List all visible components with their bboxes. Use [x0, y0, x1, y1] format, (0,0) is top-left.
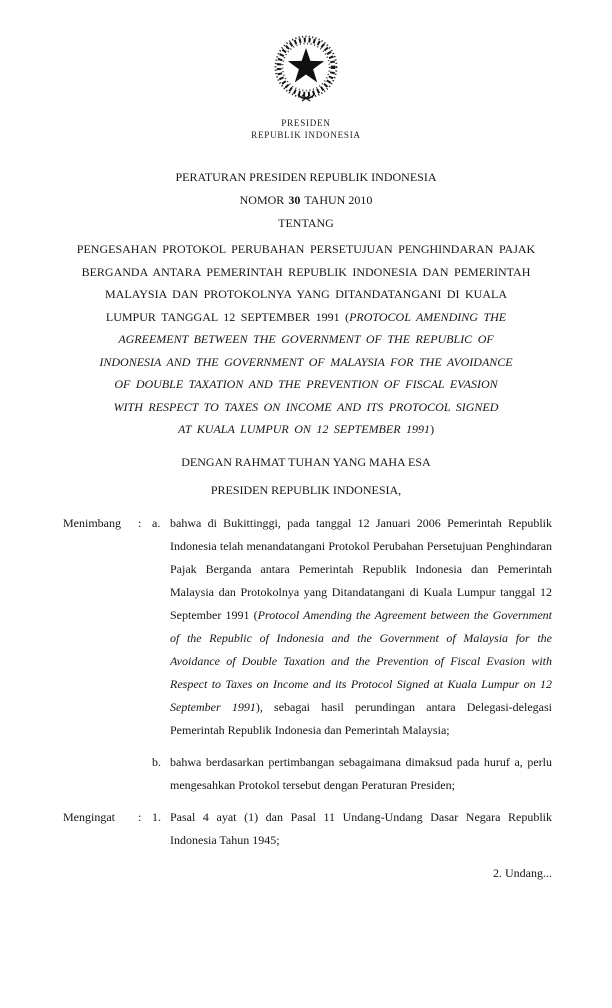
mengingat-colon: :: [138, 809, 142, 824]
nomor-number: 30: [288, 193, 301, 207]
doc-title-line: PENGESAHAN PROTOKOL PERUBAHAN PERSETUJUAN PENGHINDARAN PAJAK: [76, 242, 536, 256]
nomor-prefix: NOMOR: [239, 193, 285, 207]
item-marker-a: a.: [152, 515, 161, 530]
mengingat-label: Mengingat: [63, 809, 115, 824]
doc-title-line: BERGANDA ANTARA PEMERINTAH REPUBLIK INDONESIA DAN PEMERINTAH: [81, 264, 531, 279]
doc-type-line: PERATURAN PRESIDEN REPUBLIK INDONESIA: [175, 170, 437, 184]
item-text-a: bahwa di Bukittinggi, pada tanggal 12 Januari 2006 Pemerintah Republik Indonesia telah menandatangani Protokol Perubahan Persetujuan Penghindaran Pajak Berganda antara Pemerintah Republik Indonesia dan Pemerintah Malaysia dan Protokolnya yang Ditandatangani di Kuala Lumpur tanggal 12 September 1991 (Protocol Amending the Agreement between the Government of the Republic of Indonesia and the Government of Malaysia for the Avoidance of Double Taxation and the Prevention of Fiscal Evasion with Respect to Taxes on Income and its Protocol Signed at Kuala Lumpur on 12 September 1991), sebagai hasil perundingan antara Delegasi-delegasi Pemerintah Republik Indonesia dan Pemerintah Malaysia;: [170, 515, 552, 737]
catchword: 2. Undang...: [493, 865, 552, 880]
item-text-b: bahwa berdasarkan pertimbangan sebagaimana dimaksud pada huruf a, perlu mengesahkan Protokol tersebut dengan Peraturan Presiden;: [170, 754, 552, 792]
item-marker-b: b.: [152, 754, 161, 769]
menimbang-item-a: [63, 512, 552, 742]
doc-title: [30, 238, 582, 441]
presidential-emblem: [0, 0, 612, 114]
preamble: [0, 448, 612, 504]
doc-title-line: MALAYSIA DAN PROTOKOLNYA YANG DITANDATANGANI DI KUALA: [105, 287, 507, 301]
issuer-line: PRESIDEN REPUBLIK INDONESIA,: [210, 482, 402, 497]
doc-title-line: AGREEMENT BETWEEN THE GOVERNMENT OF THE REPUBLIC OF: [118, 332, 494, 346]
org-line-republik: REPUBLIK INDONESIA: [251, 130, 361, 140]
tentang-line: TENTANG: [278, 216, 334, 230]
doc-title-line: WITH RESPECT TO TAXES ON INCOME AND ITS PROTOCOL SIGNED: [113, 399, 499, 414]
nomor-suffix: TAHUN 2010: [304, 193, 373, 207]
star-wreath-icon: [266, 30, 346, 110]
doc-title-line: INDONESIA AND THE GOVERNMENT OF MALAYSIA FOR THE AVOIDANCE: [99, 354, 513, 369]
doc-title-line: AT KUALA LUMPUR ON 12 SEPTEMBER 1991): [177, 422, 435, 436]
item-text-1: Pasal 4 ayat (1) dan Pasal 11 Undang-Undang Dasar Negara Republik Indonesia Tahun 1945;: [170, 809, 552, 847]
item-marker-1: 1.: [152, 809, 161, 824]
menimbang-item-b: [63, 751, 552, 797]
doc-number-line: [0, 189, 612, 212]
considerations-body: [63, 512, 552, 885]
invocation-line: DENGAN RAHMAT TUHAN YANG MAHA ESA: [181, 454, 431, 469]
mengingat-item-1: [63, 806, 552, 852]
menimbang-colon: :: [138, 515, 142, 530]
doc-title-line: OF DOUBLE TAXATION AND THE PREVENTION OF FISCAL EVASION: [114, 377, 498, 391]
doc-title-line: LUMPUR TANGGAL 12 SEPTEMBER 1991 (PROTOCOL AMENDING THE: [105, 309, 507, 324]
regulation-heading: [0, 166, 612, 235]
org-line-presiden: PRESIDEN: [281, 118, 331, 128]
menimbang-label: Menimbang: [63, 515, 121, 530]
